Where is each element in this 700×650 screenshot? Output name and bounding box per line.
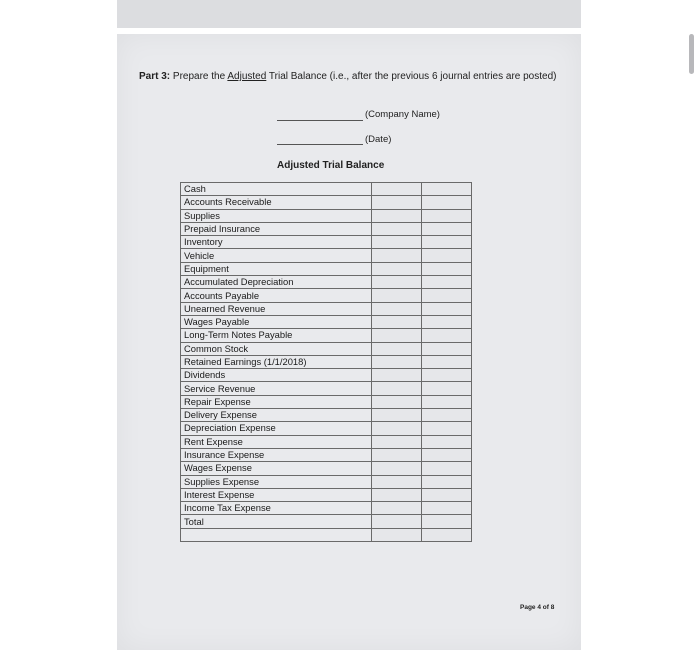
date-blank: [277, 144, 363, 145]
credit-cell[interactable]: [422, 515, 472, 528]
account-name: Retained Earnings (1/1/2018): [181, 355, 372, 368]
trial-balance-title: Adjusted Trial Balance: [277, 160, 385, 171]
credit-cell[interactable]: [422, 528, 472, 541]
credit-cell[interactable]: [422, 409, 472, 422]
table-row: [181, 183, 472, 196]
credit-cell[interactable]: [422, 262, 472, 275]
credit-cell[interactable]: [422, 196, 472, 209]
debit-cell[interactable]: [372, 409, 422, 422]
debit-cell[interactable]: [372, 289, 422, 302]
debit-cell[interactable]: [372, 395, 422, 408]
account-name: Accounts Receivable: [181, 196, 372, 209]
debit-cell[interactable]: [372, 475, 422, 488]
table-row: [181, 528, 472, 541]
page-number: Page 4 of 8: [520, 604, 555, 611]
part-text-after: Trial Balance (i.e., after the previous 6 journal entries are posted): [266, 71, 557, 82]
account-name: Inventory: [181, 236, 372, 249]
table-row: [181, 276, 472, 289]
table-row: [181, 262, 472, 275]
table-row: [181, 289, 472, 302]
part-label: Part 3:: [139, 71, 171, 82]
table-row: [181, 515, 472, 528]
account-name: Income Tax Expense: [181, 502, 372, 515]
credit-cell[interactable]: [422, 289, 472, 302]
table-row: [181, 488, 472, 501]
document-page: [117, 34, 581, 650]
credit-cell[interactable]: [422, 315, 472, 328]
credit-cell[interactable]: [422, 222, 472, 235]
table-row: [181, 422, 472, 435]
table-row: [181, 502, 472, 515]
account-name: Accumulated Depreciation: [181, 276, 372, 289]
table-row: [181, 435, 472, 448]
debit-cell[interactable]: [372, 209, 422, 222]
account-name: Cash: [181, 183, 372, 196]
table-row: [181, 222, 472, 235]
table-row: [181, 302, 472, 315]
trial-balance-table: [180, 182, 472, 542]
credit-cell[interactable]: [422, 462, 472, 475]
table-row: [181, 369, 472, 382]
table-row: [181, 355, 472, 368]
account-name: Service Revenue: [181, 382, 372, 395]
part-text-underlined: Adjusted: [227, 71, 267, 82]
debit-cell[interactable]: [372, 236, 422, 249]
debit-cell[interactable]: [372, 515, 422, 528]
credit-cell[interactable]: [422, 475, 472, 488]
company-name-blank: [277, 120, 363, 121]
debit-cell[interactable]: [372, 435, 422, 448]
table-row: [181, 462, 472, 475]
table-row: [181, 315, 472, 328]
debit-cell[interactable]: [372, 502, 422, 515]
account-name: Accounts Payable: [181, 289, 372, 302]
account-name: Insurance Expense: [181, 448, 372, 461]
credit-cell[interactable]: [422, 342, 472, 355]
account-name: Interest Expense: [181, 488, 372, 501]
credit-cell[interactable]: [422, 382, 472, 395]
table-row: [181, 329, 472, 342]
debit-cell[interactable]: [372, 315, 422, 328]
scrollbar[interactable]: [689, 34, 694, 74]
blank-cell: [181, 528, 372, 541]
table-row: [181, 409, 472, 422]
credit-cell[interactable]: [422, 435, 472, 448]
table-row: [181, 448, 472, 461]
credit-cell[interactable]: [422, 236, 472, 249]
table-row: [181, 236, 472, 249]
credit-cell[interactable]: [422, 276, 472, 289]
account-name: Depreciation Expense: [181, 422, 372, 435]
credit-cell[interactable]: [422, 488, 472, 501]
account-name: Supplies Expense: [181, 475, 372, 488]
account-name: Repair Expense: [181, 395, 372, 408]
credit-cell[interactable]: [422, 395, 472, 408]
table-row: [181, 209, 472, 222]
credit-cell[interactable]: [422, 209, 472, 222]
table-row: [181, 395, 472, 408]
credit-cell[interactable]: [422, 249, 472, 262]
account-name: Long-Term Notes Payable: [181, 329, 372, 342]
account-name: Unearned Revenue: [181, 302, 372, 315]
account-name: Prepaid Insurance: [181, 222, 372, 235]
account-name: Dividends: [181, 369, 372, 382]
debit-cell[interactable]: [372, 382, 422, 395]
account-name: Delivery Expense: [181, 409, 372, 422]
debit-cell[interactable]: [372, 196, 422, 209]
part-text-before: Prepare the: [172, 71, 228, 82]
account-name: Supplies: [181, 209, 372, 222]
debit-cell[interactable]: [372, 462, 422, 475]
debit-cell[interactable]: [372, 183, 422, 196]
credit-cell[interactable]: [422, 355, 472, 368]
debit-cell[interactable]: [372, 262, 422, 275]
debit-cell[interactable]: [372, 276, 422, 289]
account-name: Wages Expense: [181, 462, 372, 475]
credit-cell[interactable]: [422, 183, 472, 196]
credit-cell[interactable]: [422, 302, 472, 315]
credit-cell[interactable]: [422, 502, 472, 515]
debit-cell[interactable]: [372, 422, 422, 435]
table-row: [181, 475, 472, 488]
account-name: Rent Expense: [181, 435, 372, 448]
debit-cell[interactable]: [372, 342, 422, 355]
credit-cell[interactable]: [422, 369, 472, 382]
credit-cell[interactable]: [422, 448, 472, 461]
debit-cell[interactable]: [372, 528, 422, 541]
credit-cell[interactable]: [422, 329, 472, 342]
debit-cell[interactable]: [372, 329, 422, 342]
debit-cell[interactable]: [372, 369, 422, 382]
table-row: [181, 382, 472, 395]
table-row: [181, 249, 472, 262]
debit-cell[interactable]: [372, 222, 422, 235]
debit-cell[interactable]: [372, 488, 422, 501]
table-row: [181, 196, 472, 209]
date-label: (Date): [365, 134, 392, 145]
account-name: Wages Payable: [181, 315, 372, 328]
table-row: [181, 342, 472, 355]
account-name: Vehicle: [181, 249, 372, 262]
credit-cell[interactable]: [422, 422, 472, 435]
part-heading: [139, 70, 559, 83]
account-name: Total: [181, 515, 372, 528]
debit-cell[interactable]: [372, 302, 422, 315]
company-name-label: (Company Name): [365, 109, 440, 120]
debit-cell[interactable]: [372, 249, 422, 262]
debit-cell[interactable]: [372, 355, 422, 368]
account-name: Common Stock: [181, 342, 372, 355]
previous-page-edge: [117, 0, 581, 28]
account-name: Equipment: [181, 262, 372, 275]
debit-cell[interactable]: [372, 448, 422, 461]
